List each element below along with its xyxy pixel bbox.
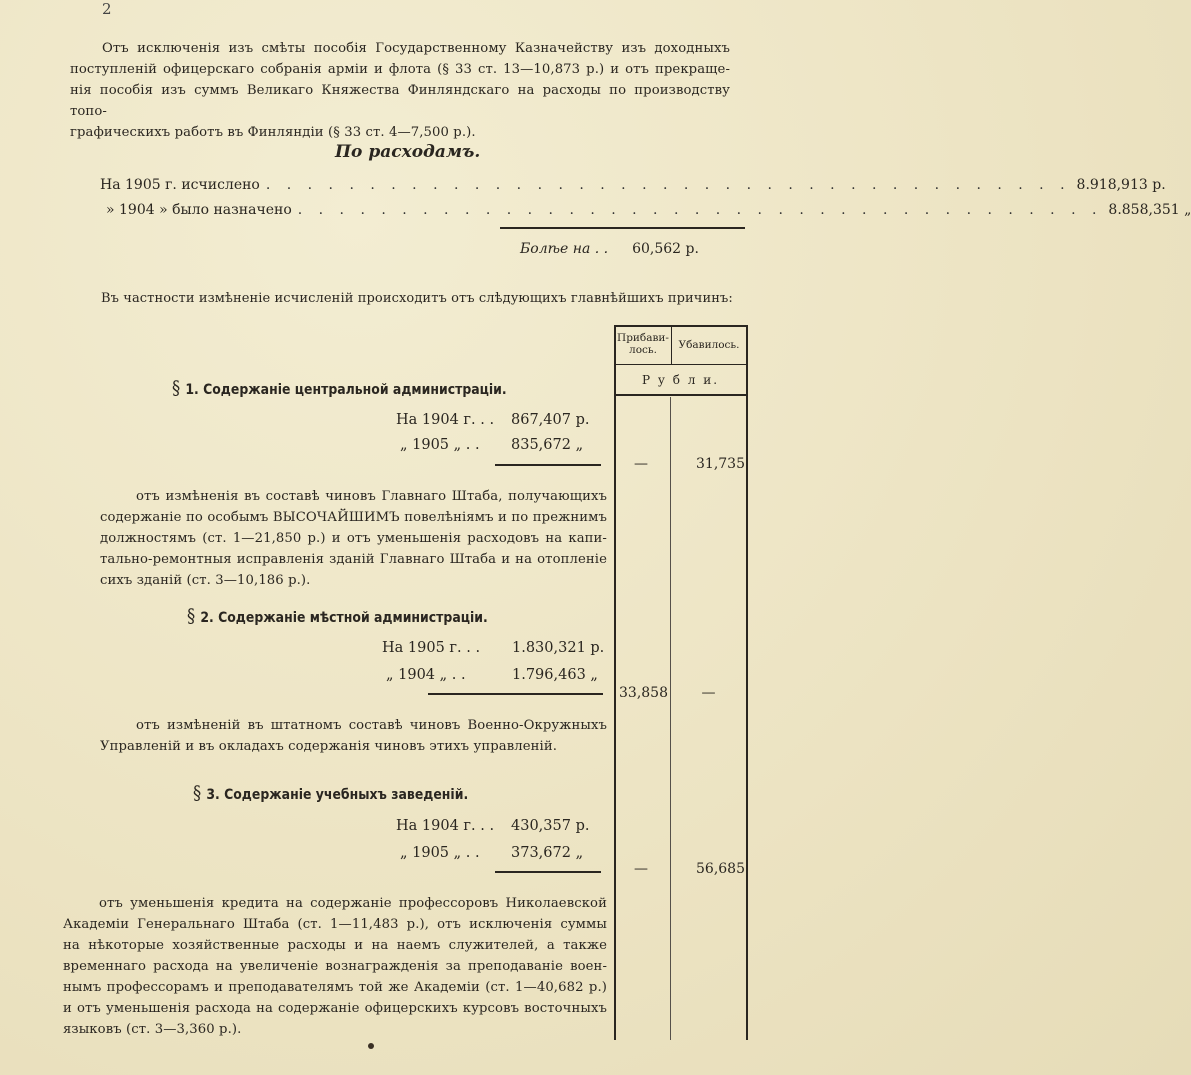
section-title-text: 3. Содержаніе учебныхъ заведеній. [206,787,469,803]
difference-label: Болѣе на . . [520,241,609,257]
leader-dots: . . . . . . . . . . . . . . . . . . . . . . . . . . . . . . . . . . . . . . . [297,202,1103,218]
explanation-line: сихъ зданій (ст. 3—10,186 р.). [100,573,311,588]
intro-line: Отъ исключенія изъ смѣты пособія Государственному Казначейству изъ доходныхъ [102,41,730,56]
expenses-row-value: 8.858,351 „ [1108,202,1191,218]
intro-line: поступленій офицерскаго собранія арміи и флота (§ 33 ст. 13—10,873 р.) и отъ прекраще- [70,62,730,77]
section-3-increase: — [634,861,648,877]
section-3-title [193,782,468,804]
amount-value: 1.796,463 „ [512,667,598,683]
unit-label: Р у б л и. [641,373,720,387]
section-2-decrease: — [701,685,716,701]
column-header-decrease: Убавилось. [678,339,740,351]
column-header-increase [615,332,671,356]
section-2-amount-2 [386,667,598,683]
section-3-amount-2 [400,845,583,861]
sum-rule [500,227,745,229]
section-2-title [187,605,488,627]
amount-year: На 1904 г. . . [396,818,495,834]
amount-value: 835,672 „ [511,437,584,453]
reasons-intro: Въ частности измѣненіе исчисленій происходитъ отъ слѣдующихъ главнѣйшихъ причинъ: [101,291,733,306]
explanation-line: языковъ (ст. 3—3,360 р.). [63,1022,242,1037]
expenses-row-label: На 1905 г. исчислено [100,177,260,193]
section-2-rule [428,693,603,695]
amount-value: 430,357 р. [511,818,590,834]
amount-value: 867,407 р. [511,412,590,428]
section-title-text: 2. Содержаніе мѣстной администраціи. [200,610,488,626]
section-3-amount-1 [396,818,589,834]
table-right-border [746,325,748,1040]
expenses-row-1904 [106,202,1191,218]
section-3-explanation [63,893,607,1040]
page-number: 2 [102,0,112,18]
explanation-line: отъ уменьшенія кредита на содержаніе профессоровъ Николаевской [99,896,607,911]
table-unit-rule [614,394,748,396]
expenses-row-1905 [100,177,1166,193]
section-1-explanation [100,486,607,591]
section-3-rule [495,871,601,873]
explanation-line: отъ измѣненія въ составѣ чиновъ Главнаго Штаба, получающихъ [136,489,607,504]
section-1-decrease: 31,735 [696,456,745,472]
expenses-row-label: » 1904 » было назначено [106,202,292,218]
expenses-difference [520,241,699,257]
amount-year: „ 1905 „ . . [400,437,480,453]
table-header-rule [614,364,748,365]
column-header-increase-line: Прибави- [617,332,669,344]
explanation-line: отъ измѣненій въ штатномъ составѣ чиновъ Военно-Окружныхъ [136,718,607,733]
explanation-line: временнаго расхода на увеличеніе вознагражденія за преподаваніе воен- [63,959,607,974]
amount-year: На 1905 г. . . [382,640,481,656]
expenses-row-value: 8.918,913 р. [1076,177,1166,193]
amount-year: „ 1905 „ . . [400,845,480,861]
section-title-text: 1. Содержаніе центральной администраціи. [185,382,507,398]
explanation-line: нымъ профессорамъ и преподавателямъ той же Академіи (ст. 1—40,682 р.) [63,980,607,995]
section-1-amount-1 [396,412,589,428]
section-sign: § [172,377,181,399]
amount-year: На 1904 г. . . [396,412,495,428]
intro-paragraph [70,38,730,143]
table-column-divider [670,397,671,1040]
section-sign: § [187,605,196,627]
intro-line: нія пособія изъ суммъ Великаго Княжества Финляндскаго на расходы по производству топо- [70,83,730,119]
section-1-rule [495,464,601,466]
section-2-amount-1 [382,640,604,656]
section-1-title [172,377,507,399]
explanation-line: тально-ремонтныя исправленія зданій Главнаго Штаба и на отопленіе [100,552,607,567]
section-2-explanation [100,715,607,757]
intro-line: графическихъ работъ въ Финляндіи (§ 33 ст. 4—7,500 р.). [70,125,476,140]
amount-value: 373,672 „ [511,845,584,861]
ink-spot [368,1043,374,1049]
difference-value: 60,562 р. [632,241,699,257]
column-header-increase-line: лось. [629,344,657,356]
amount-year: „ 1904 „ . . [386,667,466,683]
section-sign: § [193,782,202,804]
section-1-amount-2 [400,437,583,453]
expenses-heading: По расходамъ. [335,142,481,162]
section-3-decrease: 56,685 [696,861,745,877]
explanation-line: на нѣкоторые хозяйственные расходы и на наемъ служителей, а также [63,938,607,953]
table-left-border [614,325,616,1040]
explanation-line: содержаніе по особымъ ВЫСОЧАЙШИМЪ повелѣніямъ и по прежнимъ [100,510,607,525]
amount-value: 1.830,321 р. [512,640,605,656]
explanation-line: и отъ уменьшенія расхода на содержаніе офицерскихъ курсовъ восточныхъ [63,1001,607,1016]
table-top-border [614,325,748,327]
section-2-increase: 33,858 [619,685,668,701]
explanation-line: Академіи Генеральнаго Штаба (ст. 1—11,483 р.), отъ исключенія суммы [63,917,607,932]
explanation-line: Управленій и въ окладахъ содержанія чиновъ этихъ управленій. [100,739,558,754]
section-1-increase: — [634,456,648,472]
explanation-line: должностямъ (ст. 1—21,850 р.) и отъ уменьшенія расходовъ на капи- [100,531,607,546]
leader-dots: . . . . . . . . . . . . . . . . . . . . . . . . . . . . . . . . . . . . . . . [265,177,1071,193]
